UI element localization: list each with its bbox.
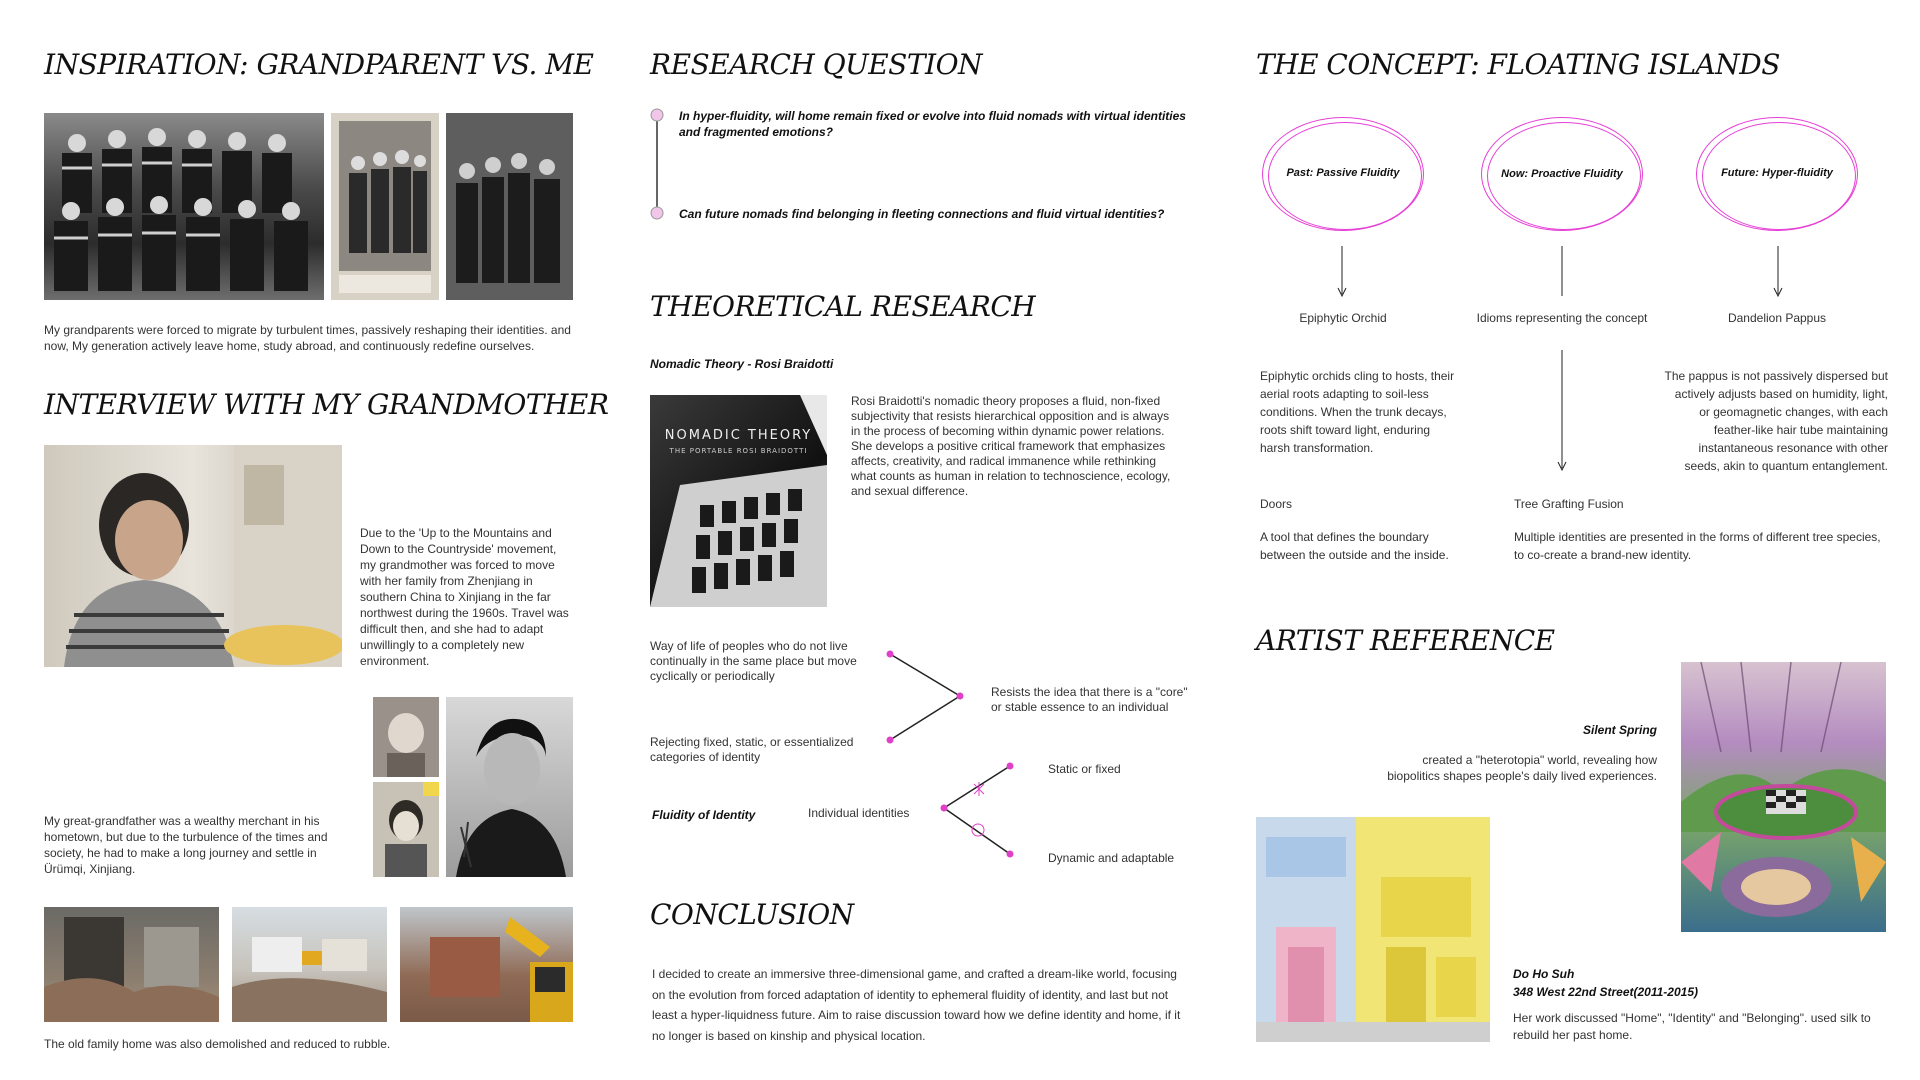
resists-text: Resists the idea that there is a "core" or stable essence to an individual bbox=[991, 685, 1188, 714]
rubble-photo-3 bbox=[400, 907, 573, 1022]
grandmother-text: Due to the 'Up to the Mountains and Down to the Countryside' movement, my grandmother was forced to move with her family from Zhenjiang in southern China to Xinjiang in the far northwest during the 1960s. Travel was difficult then, and she had to adapt unwillingly to a completely new environment. bbox=[360, 526, 569, 668]
team-photo-figures bbox=[44, 113, 324, 300]
interview-title: INTERVIEW WITH MY GRANDMOTHER bbox=[44, 388, 609, 421]
past-label: Past: Passive Fluidity bbox=[1286, 167, 1400, 179]
silent-spring-artwork bbox=[1681, 662, 1886, 932]
baby-photo bbox=[373, 697, 439, 777]
conclusion-title: CONCLUSION bbox=[650, 898, 854, 931]
do-ho-suh-shapes bbox=[1256, 817, 1490, 1042]
nomadic-diagram-lines bbox=[880, 640, 1210, 880]
doors-text: A tool that defines the boundary between the outside and the inside. bbox=[1260, 530, 1449, 562]
future-label: Future: Hyper-fluidity bbox=[1721, 167, 1833, 179]
question-timeline bbox=[650, 105, 670, 215]
family-photo-1-figures bbox=[331, 113, 439, 300]
team-photo bbox=[44, 113, 324, 300]
concept-title: THE CONCEPT: FLOATING ISLANDS bbox=[1256, 48, 1780, 81]
static-text: Static or fixed bbox=[1048, 762, 1121, 776]
grandmother-photo bbox=[44, 445, 342, 667]
family-photo-1 bbox=[331, 113, 439, 300]
book-cover-art bbox=[650, 395, 827, 607]
individual-text: Individual identities bbox=[808, 806, 910, 820]
book-subtitle: THE PORTABLE ROSI BRAIDOTTI bbox=[669, 447, 808, 455]
rubble-caption: The old family home was also demolished and reduced to rubble. bbox=[44, 1037, 391, 1051]
do-ho-suh-artwork bbox=[1256, 817, 1490, 1042]
rubble-photo-1-shapes bbox=[44, 907, 219, 1022]
family-photo-2 bbox=[446, 113, 573, 300]
theoretical-title: THEORETICAL RESEARCH bbox=[650, 290, 1036, 323]
theory-subtitle: Nomadic Theory - Rosi Braidotti bbox=[650, 357, 834, 371]
idioms-label: Idioms representing the concept bbox=[1476, 311, 1648, 325]
rubble-photo-2 bbox=[232, 907, 387, 1022]
silent-spring-title: Silent Spring bbox=[1582, 723, 1657, 737]
greatgrandfather-figure bbox=[446, 697, 573, 877]
dynamic-text: Dynamic and adaptable bbox=[1048, 851, 1175, 865]
inspiration-caption: My grandparents were forced to migrate by turbulent times, passively reshaping their identities. and now, My generation actively leave home, study abroad, and continuously redefine ourselves. bbox=[44, 323, 571, 353]
research-question-title: RESEARCH QUESTION bbox=[650, 48, 983, 81]
artist-title: ARTIST REFERENCE bbox=[1256, 624, 1555, 657]
do-ho-suh-text: Her work discussed "Home", "Identity" and "Belonging". used silk to rebuild her past home. bbox=[1513, 1011, 1871, 1042]
book-title: NOMADIC THEORY bbox=[664, 428, 813, 443]
do-ho-suh-work: 348 West 22nd Street(2011-2015) bbox=[1513, 985, 1698, 999]
theory-description: Rosi Braidotti's nomadic theory proposes a fluid, non-fixed subjectivity that resists hierarchical opposition and is always in the process of becoming within dynamic power relations. She develops a positive critical framework that emphasizes affects, creativity, and radical immanence while rethinking what counts as human in relation to technoscience, ecology, and sexual difference. bbox=[851, 394, 1171, 498]
doors-label: Doors bbox=[1260, 497, 1293, 511]
grafting-text: Multiple identities are presented in the forms of different tree species, to co-create a brand-new identity. bbox=[1514, 530, 1881, 562]
girl-photo-figure bbox=[373, 782, 439, 877]
rubble-photo-3-shapes bbox=[400, 907, 573, 1022]
research-question-2: Can future nomads find belonging in fleeting connections and fluid virtual identities? bbox=[679, 207, 1165, 221]
conclusion-text: I decided to create an immersive three-dimensional game, and crafted a dream-like world, focusing on the evolution from forced adaptation of identity to ephemeral fluidity of identity, and last but not least a hyper-liquidness future. Aim to raise discussion toward how we define identity and home, if it no longer is based on kinship and physical location. bbox=[652, 967, 1181, 1043]
book-cover bbox=[650, 395, 827, 607]
inspiration-title: INSPIRATION: GRANDPARENT VS. ME bbox=[44, 48, 594, 81]
pappus-text: The pappus is not passively dispersed but actively adjusts based on humidity, light, or geomagnetic changes, with each feather-like hair tube maintaining instantaneous resonance with other seeds, akin to quantum entanglement. bbox=[1664, 369, 1888, 473]
greatgrandfather-photo bbox=[446, 697, 573, 877]
dandelion-label: Dandelion Pappus bbox=[1727, 311, 1827, 325]
silent-spring-shapes bbox=[1681, 662, 1886, 932]
way-of-life-text: Way of life of peoples who do not live continually in the same place but move cyclically or periodically bbox=[650, 639, 857, 683]
do-ho-suh-name: Do Ho Suh bbox=[1513, 967, 1575, 981]
rubble-photo-2-shapes bbox=[232, 907, 387, 1022]
baby-photo-figure bbox=[373, 697, 439, 777]
greatgrandfather-text: My great-grandfather was a wealthy merchant in his hometown, but due to the turbulence of the times and society, he had to make a long journey and settle in Ürümqi, Xinjiang. bbox=[44, 814, 328, 876]
rejecting-text: Rejecting fixed, static, or essentialized categories of identity bbox=[650, 735, 854, 764]
girl-photo bbox=[373, 782, 439, 877]
orchid-text: Epiphytic orchids cling to hosts, their aerial roots adapting to soil-less conditions. When the trunk decays, roots shift toward light, enduring harsh transformation. bbox=[1260, 369, 1455, 455]
grandmother-figure bbox=[44, 445, 342, 667]
research-question-1: In hyper-fluidity, will home remain fixed or evolve into fluid nomads with virtual identities and fragmented emotions? bbox=[679, 109, 1186, 139]
orchid-label: Epiphytic Orchid bbox=[1299, 311, 1387, 325]
grafting-label: Tree Grafting Fusion bbox=[1514, 497, 1624, 511]
now-label: Now: Proactive Fluidity bbox=[1501, 168, 1623, 180]
silent-spring-text: created a "heterotopia" world, revealing how biopolitics shapes people's daily lived experiences. bbox=[1387, 753, 1657, 783]
fluidity-label: Fluidity of Identity bbox=[652, 808, 756, 822]
rubble-photo-1 bbox=[44, 907, 219, 1022]
family-photo-2-figures bbox=[446, 113, 573, 300]
